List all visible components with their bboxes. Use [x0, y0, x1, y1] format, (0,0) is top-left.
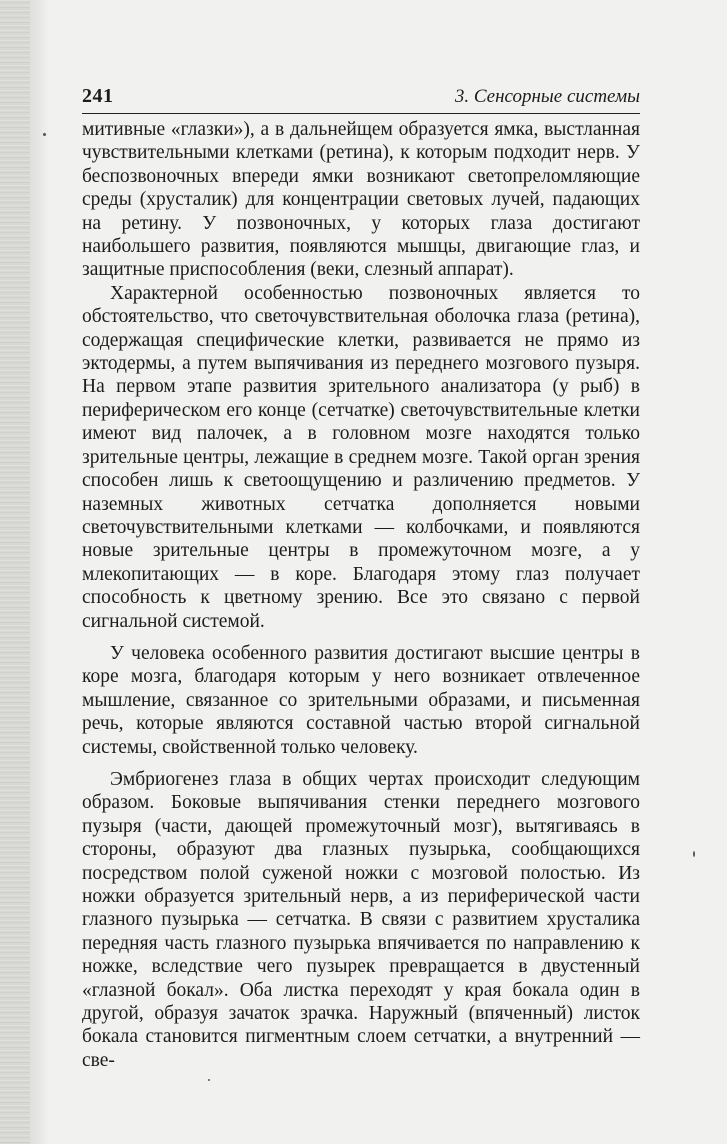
page-number: 241 — [82, 85, 114, 107]
scan-speck — [208, 1079, 210, 1081]
page-header — [82, 83, 640, 114]
scan-speck — [693, 851, 695, 857]
paragraph-human-vision: У человека особенного развития достигают высшие центры в коре мозга, благодаря которым у него возникает отвлеченное мышление, связанное со зрительными образами, и письменная речь, которые являются составной частью второй сигнальной системы, свойственной только человеку. — [82, 642, 640, 758]
text-body — [82, 118, 640, 1072]
paragraph-continuation: митивные «глазки»), а в дальнейщем образуется ямка, выстланная чувствительными клетками (ретина), к которым подходит нерв. У беспозвоночных впереди ямки возникают светопреломляющие среды (хрусталик) для концентрации световых лучей, падающих на ретину. У позвоночных, у которых глаза достигают наибольшего развития, появляются мышцы, двигающие глаз, и защитные приспособления (веки, слезный аппарат). — [82, 119, 640, 281]
scan-edge-shadow — [0, 0, 30, 1144]
scan-speck — [43, 133, 46, 136]
paragraph-vertebrate-retina: Характерной особенностью позвоночных является то обстоятельство, что светочувствительная оболочка глаза (ретина), содержащая специфические клетки, развивается не прямо из эктодермы, а путем выпячивания из переднего мозгового пузыря. На первом этапе развития зрительного анализатора (у рыб) в периферическом его конце (сетчатке) светочувствительные клетки имеют вид палочек, а в головном мозге находятся только зрительные центры, лежащие в среднем мозге. Такой орган зрения способен лишь к светоощущению и различению предметов. У наземных животных сетчатка дополняется новыми светочувствительными клетками — колбочками, и появляются новые зрительные центры в промежуточном мозге, а у млекопитающих — в коре. Благодаря этому глаз получает способность к цветному зрению. Все это связано с первой сигнальной системой. — [82, 282, 640, 632]
paragraph-eye-embryogenesis: Эмбриогенез глаза в общих чертах происходит следующим образом. Боковые выпячивания стенки переднего мозгового пузыря (части, дающей промежуточный мозг), вытягиваясь в стороны, образуют два глазных пузырька, сообщающихся посредством полой суженой ножки с мозговой полостью. Из ножки образуется зрительный нерв, а из периферической части глазного пузырька — сетчатка. В связи с развитием хрусталика передняя часть глазного пузырька впячивается по направлению к ножке, вследствие чего пузырек превращается в двустенный «глазной бокал». Оба листка переходят у края бокала один в другой, образуя зачаток зрачка. Наружный (впяченный) листок бокала становится пигментным слоем сетчатки, а внутренний — све- — [82, 768, 640, 1071]
scan-edge-fade — [30, 0, 50, 1144]
running-head: 3. Сенсорные системы — [454, 86, 640, 107]
